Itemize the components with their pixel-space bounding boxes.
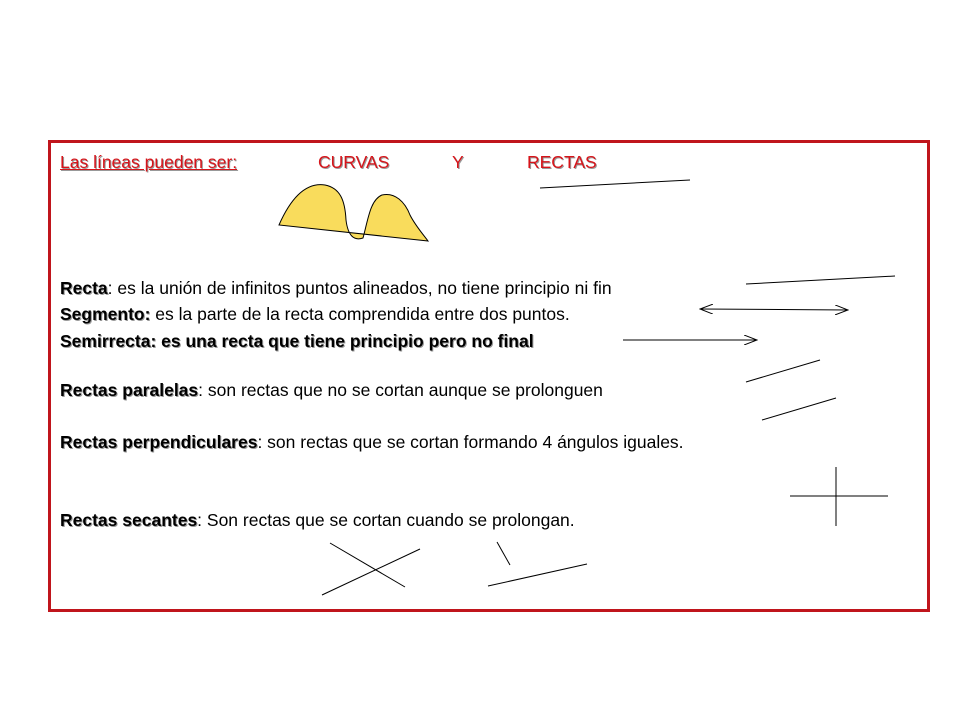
segmento-definition (60, 304, 570, 324)
perpendiculares-definition (60, 432, 684, 452)
intro-heading: Las líneas pueden ser: (60, 152, 238, 172)
paralelas-term: Rectas paralelas (60, 380, 199, 400)
semirrecta-definition: Semirrecta: es una recta que tiene principio pero no final (60, 331, 534, 351)
segmento-term: Segmento: (60, 304, 151, 324)
segmento-text: es la parte de la recta comprendida entre dos puntos. (150, 304, 570, 324)
y-label: Y (452, 152, 464, 172)
recta-term: Recta (60, 278, 108, 298)
secantes-definition (60, 510, 575, 530)
recta-text: : es la unión de infinitos puntos alineados, no tiene principio ni fin (107, 278, 612, 298)
rectas-label: RECTAS (527, 152, 597, 172)
secantes-term: Rectas secantes (60, 510, 198, 530)
paralelas-definition (60, 380, 603, 400)
curvas-label: CURVAS (318, 152, 390, 172)
perpendiculares-term: Rectas perpendiculares (60, 432, 258, 452)
content-frame (48, 140, 930, 612)
secantes-text: : Son rectas que se cortan cuando se prolongan. (197, 510, 575, 530)
paralelas-text: : son rectas que no se cortan aunque se prolonguen (198, 380, 603, 400)
recta-definition (60, 278, 612, 298)
perpendiculares-text: : son rectas que se cortan formando 4 ángulos iguales. (257, 432, 684, 452)
